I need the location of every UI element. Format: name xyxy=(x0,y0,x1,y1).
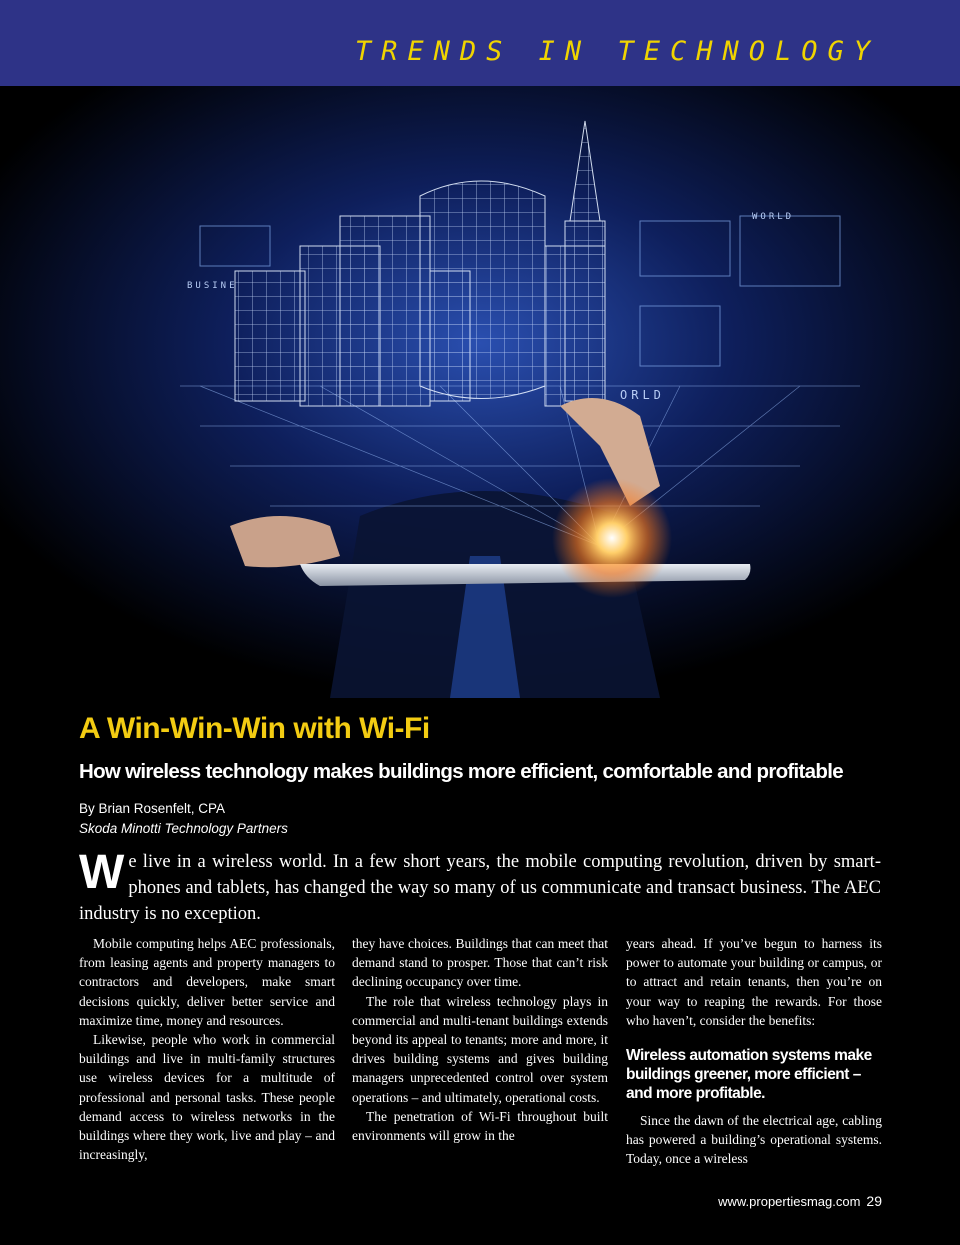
page-number: 29 xyxy=(866,1193,882,1209)
section-heading: Wireless automation systems make buildings greener, more efficient – and more profitable. xyxy=(626,1047,872,1103)
hero-label-business: BUSINE xyxy=(187,281,238,291)
column-1 xyxy=(79,934,335,1164)
article-subtitle: How wireless technology makes buildings more efficient, comfortable and profitable xyxy=(79,760,843,783)
organization: Skoda Minotti Technology Partners xyxy=(79,821,288,836)
author: By Brian Rosenfelt, CPA xyxy=(79,801,226,816)
byline xyxy=(79,799,288,839)
paragraph: they have choices. Buildings that can meet that demand stand to prosper. Those that can’t risk declining occupancy over time. xyxy=(352,936,608,990)
paragraph: Likewise, people who work in commercial buildings and live in multi-family structures use wireless devices for a multitude of professional and personal tasks. These people demand access to wireless networks in the buildings where they work, live and play – and increasingly, xyxy=(79,1032,335,1163)
footer-url: www.propertiesmag.com xyxy=(718,1194,861,1209)
hero-label-orld: ORLD xyxy=(620,388,665,402)
hero-image xyxy=(0,86,960,698)
paragraph: The penetration of Wi-Fi throughout built environments will grow in the xyxy=(352,1108,608,1144)
paragraph: The role that wireless technology plays in commercial and multi-tenant buildings extends beyond its appeal to tenants; more and more, it drives building systems and gives building managers unprecedented control over system operations – and ultimately, operational costs. xyxy=(352,993,608,1105)
hero-label-world: WORLD xyxy=(752,212,795,222)
article-title: A Win-Win-Win with Wi-Fi xyxy=(79,712,430,745)
lead-text: e live in a wireless world. In a few short years, the mobile computing revolution, driven by smartphones and tablets, has changed the way so many of us communicate and transact business. The AEC industry is no exception. xyxy=(79,852,881,924)
header-band xyxy=(0,0,960,86)
drop-cap: W xyxy=(79,846,125,899)
paragraph: Mobile computing helps AEC professionals, from leasing agents and property managers to contractors and developers, make smart decisions quickly, deliver better service and maximize time, money and resources. xyxy=(79,936,335,1028)
paragraph: years ahead. If you’ve begun to harness its power to automate your building or campus, or to attract and retain tenants, then you’re on your way to reaping the rewards. For those who haven’t, consider the benefits: xyxy=(626,936,882,1028)
paragraph: Since the dawn of the electrical age, cabling has powered a building’s operational systems. Today, once a wireless xyxy=(626,1113,882,1167)
page-footer xyxy=(718,1193,882,1209)
column-3 xyxy=(626,934,882,1169)
lead-paragraph xyxy=(79,846,881,927)
column-2 xyxy=(352,934,608,1145)
section-label: TRENDS IN TECHNOLOGY xyxy=(354,36,880,67)
